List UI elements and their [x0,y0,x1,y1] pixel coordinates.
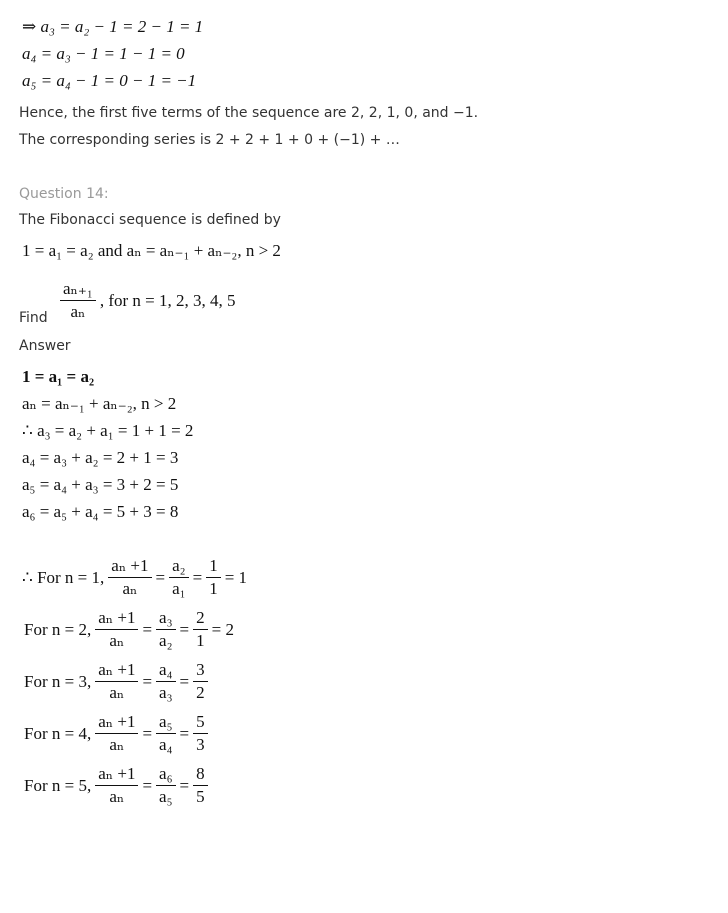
question-intro: The Fibonacci sequence is defined by [19,212,281,228]
find-expression: $\frac{\text{aₙ₊₁}}{\text{aₙ}}$ , for n = 1, 2, 3, 4, 5 [58,278,235,323]
prev-line-3: a₅ = a₄ − 1 = 0 − 1 = −1 [22,71,197,90]
prev-conclusion-2: The corresponding series is 2 + 2 + 1 + 0 + (−1) + … [19,132,400,148]
answer-line-2: aₙ = aₙ₋₁ + aₙ₋₂, n > 2 [22,394,177,413]
prev-conclusion-1: Hence, the first five terms of the sequence are 2, 2, 1, 0, and −1. [19,105,479,121]
ratio-row-n4: For n = 4, $\frac{\text{aₙ +1}}{\text{aₙ}}$ = $\frac{\text{a₅}}{\text{a₄}}$ = $\frac{5}{3}$ [24,711,210,756]
ratio-row-n3: For n = 3, $\frac{\text{aₙ +1}}{\text{aₙ}}$ = $\frac{\text{a₄}}{\text{a₃}}$ = $\frac{3}{2}$ [24,659,210,704]
answer-label: Answer [19,338,71,354]
answer-line-3: ∴ a₃ = a₂ + a₁ = 1 + 1 = 2 [22,421,194,440]
ratio-row-n1: ∴ For n = 1, $\frac{\text{aₙ +1}}{\text{aₙ}}$ = $\frac{\text{a₂}}{\text{a₁}}$ = $\frac{1}{1}$ = 1 [22,556,248,598]
prev-line-1: ⇒ a₃ = a₂ − 1 = 2 − 1 = 1 [22,17,204,36]
find-fraction: $\frac{\text{aₙ₊₁}}{\text{aₙ}}$ [60,278,96,323]
ratio-row-n2: For n = 2, $\frac{\text{aₙ +1}}{\text{aₙ}}$ = $\frac{\text{a₃}}{\text{a₂}}$ = $\frac{2}{1}$ = 2 [24,608,234,650]
find-label: Find [19,310,48,326]
answer-line-4: a₄ = a₃ + a₂ = 2 + 1 = 3 [22,448,179,467]
question-heading: Question 14: [19,186,109,202]
answer-line-6: a₆ = a₅ + a₄ = 5 + 3 = 8 [22,502,179,521]
prev-line-2: a₄ = a₃ − 1 = 1 − 1 = 0 [22,44,185,63]
ratio-row-n5: For n = 5, $\frac{\text{aₙ +1}}{\text{aₙ}}$ = $\frac{\text{a₆}}{\text{a₅}}$ = $\frac{8}{5}$ [24,763,210,808]
fibonacci-definition: 1 = a₁ = a₂ and aₙ = aₙ₋₁ + aₙ₋₂, n > 2 [22,241,281,260]
answer-line-5: a₅ = a₄ + a₃ = 3 + 2 = 5 [22,475,179,494]
answer-line-1: 1 = a₁ = a₂ [22,367,95,386]
